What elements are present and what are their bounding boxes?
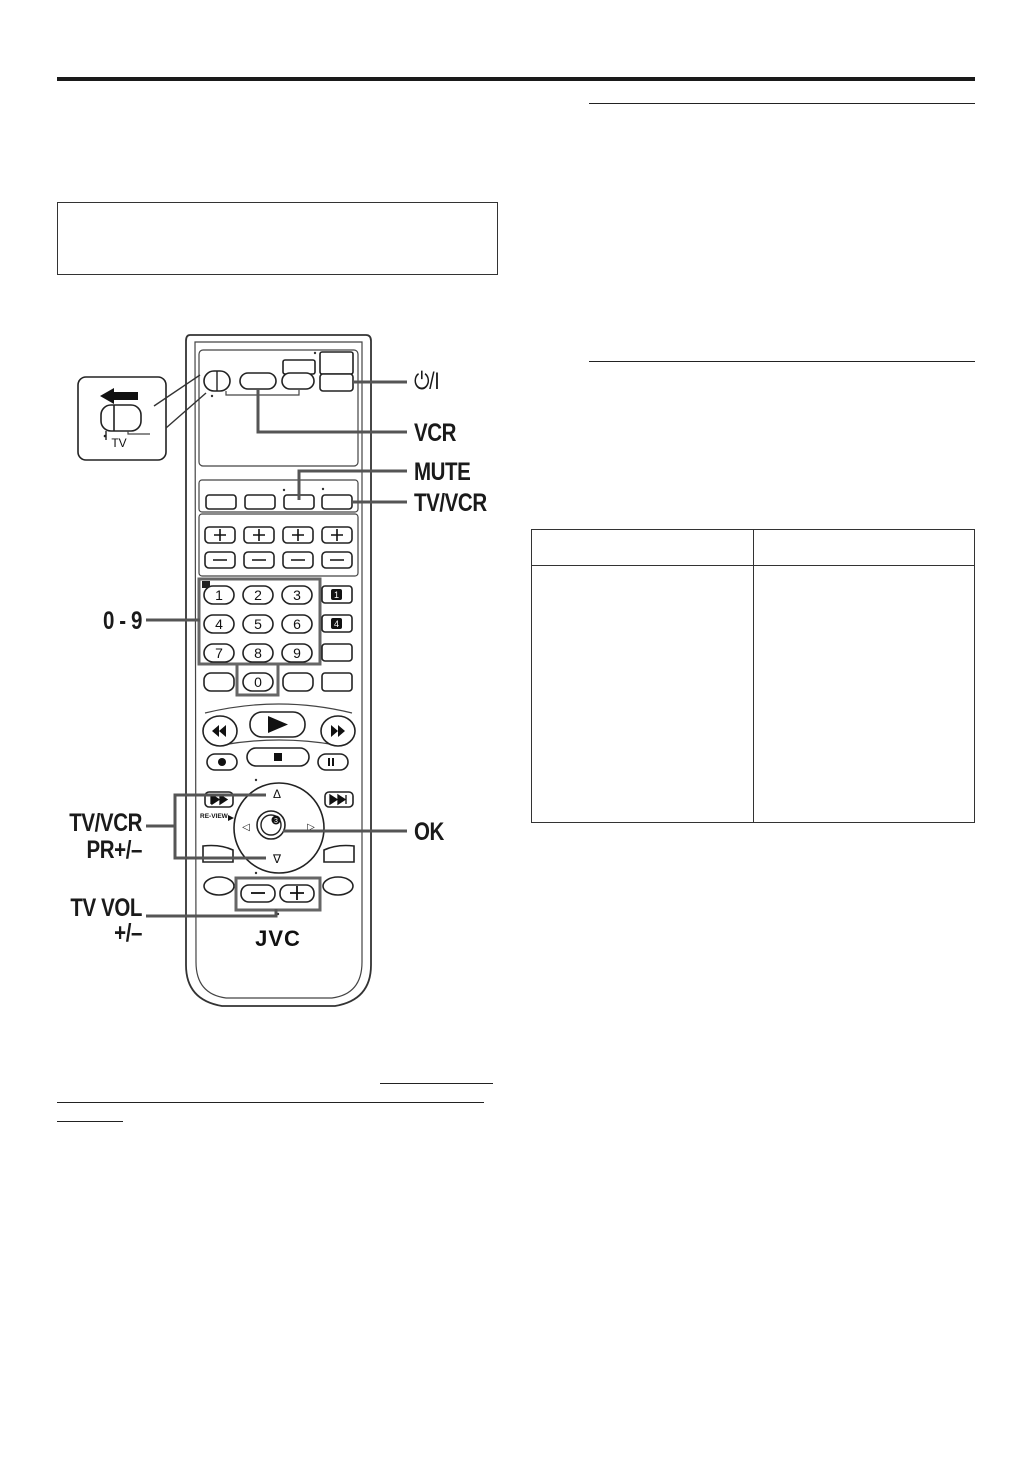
top-small-key[interactable]	[283, 360, 315, 374]
stop-icon	[274, 753, 282, 761]
tv-vcr-label: TV/VCR	[414, 489, 487, 517]
power-button[interactable]	[320, 374, 353, 391]
mode-button[interactable]	[282, 373, 314, 389]
brand-logo: JVC	[255, 926, 301, 951]
vcr-button[interactable]	[240, 373, 276, 389]
svg-text:1: 1	[333, 590, 340, 600]
func-key-1[interactable]	[206, 495, 236, 509]
key-7: 7	[215, 645, 223, 661]
review-label: RE-VIEW	[200, 813, 228, 820]
tv-vol-label-line2: +/–	[114, 919, 142, 947]
key-2: 2	[254, 587, 262, 603]
nav-left-icon: ◁	[242, 822, 250, 833]
digits-label: 0 - 9	[103, 607, 142, 635]
top-key-right[interactable]	[320, 352, 353, 374]
func-key-2[interactable]	[245, 495, 275, 509]
ok-label: OK	[414, 818, 444, 846]
key-4: 4	[215, 616, 223, 632]
mute-label: MUTE	[414, 458, 471, 486]
nav-up-icon: Δ	[272, 787, 282, 801]
tv-vol-label-line1: TV VOL	[70, 894, 142, 922]
nav-side-key-right[interactable]	[324, 846, 354, 863]
record-icon	[218, 758, 226, 766]
key-6: 6	[293, 616, 301, 632]
vcr-label: VCR	[414, 419, 457, 447]
power-label: ⏻/I	[414, 368, 440, 395]
switch-tv-label: TV	[111, 436, 127, 450]
svg-text:4: 4	[333, 619, 340, 629]
nav-down-icon: ∇	[272, 852, 282, 866]
key-3: 3	[293, 587, 301, 603]
key-9: 9	[293, 645, 301, 661]
nav-right-icon: ▷	[307, 822, 315, 833]
svg-text:3: 3	[274, 818, 278, 825]
key-8: 8	[254, 645, 262, 661]
tv-vcr-button[interactable]	[322, 495, 352, 509]
tv-vcr-pr-label-line1: TV/VCR	[69, 809, 142, 837]
tv-vcr-pr-label-line2: PR+/–	[86, 836, 142, 864]
key-5: 5	[254, 616, 262, 632]
bottom-key-right[interactable]	[323, 877, 353, 895]
key-1: 1	[215, 587, 223, 603]
nav-side-key-left[interactable]	[203, 846, 233, 863]
bottom-key-left[interactable]	[204, 877, 234, 895]
key-0: 0	[254, 674, 262, 690]
